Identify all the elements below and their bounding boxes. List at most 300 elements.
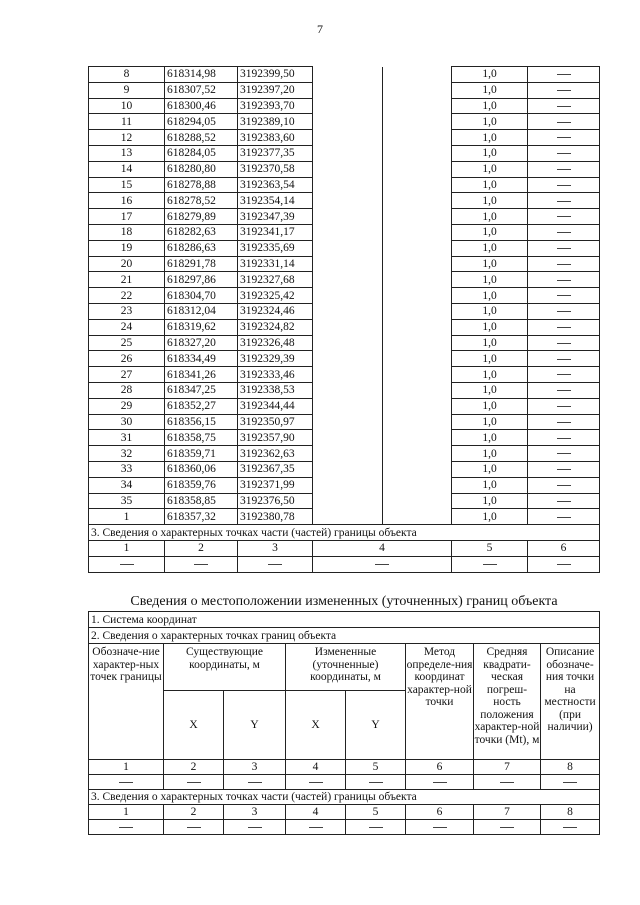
blank-cell <box>383 145 452 161</box>
header-description: Описание обозначе-ния точки на местности (при наличии) <box>541 644 600 760</box>
x-coordinate: 618334,49 <box>165 351 238 367</box>
description-cell <box>528 493 600 509</box>
dash <box>563 782 577 783</box>
blank-cell <box>313 288 383 304</box>
header-method: Метод определе-ния координат характер-ной точки <box>406 644 474 760</box>
description-cell <box>528 177 600 193</box>
col-number: 3 <box>224 805 286 820</box>
x-coordinate: 618279,89 <box>165 209 238 225</box>
col-number: 4 <box>286 760 346 775</box>
table-row <box>89 367 600 383</box>
col-number: 6 <box>406 760 474 775</box>
dash <box>557 216 571 217</box>
x-coordinate: 618286,63 <box>165 240 238 256</box>
accuracy-value: 1,0 <box>452 509 528 525</box>
dash <box>557 137 571 138</box>
col-number: 3 <box>224 760 286 775</box>
dash <box>433 782 447 783</box>
x-coordinate: 618347,25 <box>165 382 238 398</box>
col-number: 6 <box>528 540 600 556</box>
coordinates-table <box>88 66 600 573</box>
blank-cell <box>383 130 452 146</box>
accuracy-value: 1,0 <box>452 145 528 161</box>
dash <box>557 248 571 249</box>
section3-row <box>89 525 600 541</box>
x-coordinate: 618297,86 <box>165 272 238 288</box>
header-x: X <box>164 691 224 760</box>
changed-boundaries-table <box>88 611 600 835</box>
dash <box>557 327 571 328</box>
description-cell <box>528 335 600 351</box>
accuracy-value: 1,0 <box>452 493 528 509</box>
point-number: 21 <box>89 272 165 288</box>
y-coordinate: 3192399,50 <box>238 67 313 83</box>
y-coordinate: 3192371,99 <box>238 477 313 493</box>
col-number: 3 <box>238 540 313 556</box>
x-coordinate: 618319,62 <box>165 319 238 335</box>
dash <box>557 74 571 75</box>
table-row <box>89 446 600 462</box>
description-cell <box>528 398 600 414</box>
dash <box>557 169 571 170</box>
col-number: 2 <box>164 805 224 820</box>
point-number: 12 <box>89 130 165 146</box>
col-number: 8 <box>541 760 600 775</box>
y-coordinate: 3192383,60 <box>238 130 313 146</box>
header-x: X <box>286 691 346 760</box>
page-number: 7 <box>317 22 323 36</box>
table-row <box>89 319 600 335</box>
accuracy-value: 1,0 <box>452 430 528 446</box>
dash <box>187 782 201 783</box>
empty-row <box>89 775 600 790</box>
blank-cell <box>383 67 452 83</box>
blank-cell <box>383 430 452 446</box>
blank-cell <box>313 430 383 446</box>
accuracy-value: 1,0 <box>452 351 528 367</box>
section3-label: 3. Сведения о характерных точках части (частей) границы объекта <box>89 790 600 805</box>
blank-cell <box>313 446 383 462</box>
blank-cell <box>383 367 452 383</box>
description-cell <box>528 224 600 240</box>
blank-cell <box>383 414 452 430</box>
description-cell <box>528 130 600 146</box>
dash <box>557 106 571 107</box>
dash <box>557 359 571 360</box>
blank-cell <box>313 98 383 114</box>
blank-cell <box>383 398 452 414</box>
y-coordinate: 3192393,70 <box>238 98 313 114</box>
point-number: 8 <box>89 67 165 83</box>
dash <box>557 153 571 154</box>
col-number: 1 <box>89 760 164 775</box>
point-number: 22 <box>89 288 165 304</box>
point-number: 25 <box>89 335 165 351</box>
table-row <box>89 493 600 509</box>
description-cell <box>528 82 600 98</box>
section3-empty-row <box>89 556 600 572</box>
table-row <box>89 82 600 98</box>
table-row <box>89 145 600 161</box>
dash <box>557 122 571 123</box>
blank-cell <box>383 493 452 509</box>
col-number: 4 <box>286 805 346 820</box>
dash <box>119 827 133 828</box>
dash <box>119 782 133 783</box>
dash <box>557 311 571 312</box>
y-coordinate: 3192338,53 <box>238 382 313 398</box>
dash <box>557 90 571 91</box>
blank-cell <box>383 335 452 351</box>
y-coordinate: 3192347,39 <box>238 209 313 225</box>
y-coordinate: 3192357,90 <box>238 430 313 446</box>
y-coordinate: 3192326,48 <box>238 335 313 351</box>
x-coordinate: 618304,70 <box>165 288 238 304</box>
x-coordinate: 618358,75 <box>165 430 238 446</box>
table-row <box>89 177 600 193</box>
x-coordinate: 618359,71 <box>165 446 238 462</box>
description-cell <box>528 145 600 161</box>
accuracy-value: 1,0 <box>452 335 528 351</box>
y-coordinate: 3192327,68 <box>238 272 313 288</box>
description-cell <box>528 382 600 398</box>
point-number: 16 <box>89 193 165 209</box>
blank-cell <box>383 209 452 225</box>
blank-cell <box>313 240 383 256</box>
dash <box>483 564 497 565</box>
description-cell <box>528 446 600 462</box>
col-number: 4 <box>313 540 452 556</box>
description-cell <box>528 114 600 130</box>
accuracy-value: 1,0 <box>452 461 528 477</box>
y-coordinate: 3192362,63 <box>238 446 313 462</box>
y-coordinate: 3192389,10 <box>238 114 313 130</box>
description-cell <box>528 240 600 256</box>
dash <box>433 827 447 828</box>
accuracy-value: 1,0 <box>452 240 528 256</box>
x-coordinate: 618282,63 <box>165 224 238 240</box>
table-row <box>89 161 600 177</box>
x-coordinate: 618341,26 <box>165 367 238 383</box>
x-coordinate: 618278,88 <box>165 177 238 193</box>
blank-cell <box>383 509 452 525</box>
accuracy-value: 1,0 <box>452 224 528 240</box>
header-accuracy: Средняя квадрати-ческая погреш-ность положения характер-ной точки (Mt), м <box>474 644 541 760</box>
description-cell <box>528 67 600 83</box>
blank-cell <box>383 161 452 177</box>
y-coordinate: 3192324,82 <box>238 319 313 335</box>
description-cell <box>528 414 600 430</box>
y-coordinate: 3192341,17 <box>238 224 313 240</box>
point-number: 17 <box>89 209 165 225</box>
blank-cell <box>313 477 383 493</box>
blank-cell <box>313 145 383 161</box>
description-cell <box>528 477 600 493</box>
dash <box>500 827 514 828</box>
dash <box>375 564 389 565</box>
accuracy-value: 1,0 <box>452 177 528 193</box>
y-coordinate: 3192325,42 <box>238 288 313 304</box>
blank-cell <box>383 288 452 304</box>
y-coordinate: 3192367,35 <box>238 461 313 477</box>
accuracy-value: 1,0 <box>452 114 528 130</box>
accuracy-value: 1,0 <box>452 477 528 493</box>
col-number: 1 <box>89 805 164 820</box>
blank-cell <box>313 256 383 272</box>
y-coordinate: 3192397,20 <box>238 82 313 98</box>
blank-cell <box>383 240 452 256</box>
blank-cell <box>313 335 383 351</box>
table-row <box>89 477 600 493</box>
description-cell <box>528 430 600 446</box>
point-number: 13 <box>89 145 165 161</box>
x-coordinate: 618327,20 <box>165 335 238 351</box>
point-number: 18 <box>89 224 165 240</box>
blank-cell <box>383 477 452 493</box>
x-coordinate: 618291,78 <box>165 256 238 272</box>
blank-cell <box>383 461 452 477</box>
table-row <box>89 130 600 146</box>
x-coordinate: 618300,46 <box>165 98 238 114</box>
table-row <box>89 398 600 414</box>
dash <box>557 422 571 423</box>
dash <box>309 782 323 783</box>
dash <box>557 264 571 265</box>
y-coordinate: 3192344,44 <box>238 398 313 414</box>
accuracy-value: 1,0 <box>452 319 528 335</box>
dash <box>500 782 514 783</box>
blank-cell <box>313 493 383 509</box>
header-changed: Измененные (уточненные) координаты, м <box>286 644 406 691</box>
dash <box>557 564 571 565</box>
blank-cell <box>313 224 383 240</box>
x-coordinate: 618280,80 <box>165 161 238 177</box>
accuracy-value: 1,0 <box>452 367 528 383</box>
table-row <box>89 414 600 430</box>
col-number: 2 <box>164 760 224 775</box>
dash <box>557 232 571 233</box>
accuracy-value: 1,0 <box>452 272 528 288</box>
header-y: Y <box>346 691 406 760</box>
dash <box>557 406 571 407</box>
x-coordinate: 618360,06 <box>165 461 238 477</box>
blank-cell <box>383 224 452 240</box>
col-number: 5 <box>346 760 406 775</box>
point-number: 26 <box>89 351 165 367</box>
y-coordinate: 3192376,50 <box>238 493 313 509</box>
blank-cell <box>313 177 383 193</box>
boundary-points-label: 2. Сведения о характерных точках границ объекта <box>89 628 600 644</box>
description-cell <box>528 461 600 477</box>
accuracy-value: 1,0 <box>452 382 528 398</box>
header-row <box>89 644 600 691</box>
table-row <box>89 430 600 446</box>
section3-col-numbers <box>89 805 600 820</box>
point-number: 30 <box>89 414 165 430</box>
description-cell <box>528 193 600 209</box>
accuracy-value: 1,0 <box>452 130 528 146</box>
table-row <box>89 209 600 225</box>
point-number: 11 <box>89 114 165 130</box>
x-coordinate: 618294,05 <box>165 114 238 130</box>
x-coordinate: 618284,05 <box>165 145 238 161</box>
header-designation: Обозначе-ние характер-ных точек границы <box>89 644 164 760</box>
point-number: 20 <box>89 256 165 272</box>
point-number: 10 <box>89 98 165 114</box>
accuracy-value: 1,0 <box>452 98 528 114</box>
coordinate-system-row <box>89 612 600 628</box>
accuracy-value: 1,0 <box>452 398 528 414</box>
blank-cell <box>383 351 452 367</box>
description-cell <box>528 367 600 383</box>
accuracy-value: 1,0 <box>452 446 528 462</box>
dash <box>557 501 571 502</box>
header-existing: Существующие координаты, м <box>164 644 286 691</box>
x-coordinate: 618356,15 <box>165 414 238 430</box>
section3-empty-row <box>89 820 600 835</box>
y-coordinate: 3192333,46 <box>238 367 313 383</box>
x-coordinate: 618314,98 <box>165 67 238 83</box>
blank-cell <box>313 382 383 398</box>
table-row <box>89 256 600 272</box>
accuracy-value: 1,0 <box>452 414 528 430</box>
point-number: 29 <box>89 398 165 414</box>
dash <box>557 201 571 202</box>
col-number: 6 <box>406 805 474 820</box>
dash <box>557 453 571 454</box>
blank-cell <box>383 382 452 398</box>
dash <box>557 185 571 186</box>
point-number: 1 <box>89 509 165 525</box>
blank-cell <box>383 303 452 319</box>
dash <box>557 295 571 296</box>
blank-cell <box>313 367 383 383</box>
section3-col-numbers <box>89 540 600 556</box>
section3-row <box>89 790 600 805</box>
dash <box>268 564 282 565</box>
blank-cell <box>383 114 452 130</box>
table-row <box>89 114 600 130</box>
dash <box>557 517 571 518</box>
blank-cell <box>383 193 452 209</box>
accuracy-value: 1,0 <box>452 209 528 225</box>
section3-label: 3. Сведения о характерных точках части (частей) границы объекта <box>89 525 600 541</box>
point-number: 28 <box>89 382 165 398</box>
coordinate-system-label: 1. Система координат <box>89 612 600 628</box>
table-row <box>89 351 600 367</box>
description-cell <box>528 256 600 272</box>
x-coordinate: 618312,04 <box>165 303 238 319</box>
point-number: 19 <box>89 240 165 256</box>
accuracy-value: 1,0 <box>452 82 528 98</box>
dash <box>120 564 134 565</box>
col-number: 7 <box>474 760 541 775</box>
description-cell <box>528 351 600 367</box>
y-coordinate: 3192363,54 <box>238 177 313 193</box>
dash <box>248 827 262 828</box>
point-number: 31 <box>89 430 165 446</box>
point-number: 14 <box>89 161 165 177</box>
accuracy-value: 1,0 <box>452 256 528 272</box>
point-number: 33 <box>89 461 165 477</box>
blank-cell <box>313 351 383 367</box>
x-coordinate: 618307,52 <box>165 82 238 98</box>
boundary-points-row <box>89 628 600 644</box>
dash <box>248 782 262 783</box>
blank-cell <box>313 509 383 525</box>
x-coordinate: 618358,85 <box>165 493 238 509</box>
dash <box>557 343 571 344</box>
dash <box>563 827 577 828</box>
y-coordinate: 3192380,78 <box>238 509 313 525</box>
point-number: 9 <box>89 82 165 98</box>
table-row <box>89 335 600 351</box>
point-number: 35 <box>89 493 165 509</box>
blank-cell <box>313 319 383 335</box>
dash <box>369 827 383 828</box>
dash <box>557 485 571 486</box>
accuracy-value: 1,0 <box>452 67 528 83</box>
accuracy-value: 1,0 <box>452 193 528 209</box>
y-coordinate: 3192331,14 <box>238 256 313 272</box>
table-row <box>89 272 600 288</box>
blank-cell <box>313 398 383 414</box>
accuracy-value: 1,0 <box>452 303 528 319</box>
col-number: 8 <box>541 805 600 820</box>
section-title: Сведения о местоположении измененных (уточненных) границ объекта <box>130 594 558 609</box>
blank-cell <box>313 209 383 225</box>
dash <box>369 782 383 783</box>
blank-cell <box>383 446 452 462</box>
table-row <box>89 67 600 83</box>
col-number: 7 <box>474 805 541 820</box>
table-row <box>89 382 600 398</box>
description-cell <box>528 319 600 335</box>
point-number: 34 <box>89 477 165 493</box>
col-number: 1 <box>89 540 165 556</box>
dash <box>557 280 571 281</box>
col-numbers-row <box>89 760 600 775</box>
blank-cell <box>313 193 383 209</box>
point-number: 24 <box>89 319 165 335</box>
blank-cell <box>383 319 452 335</box>
y-coordinate: 3192354,14 <box>238 193 313 209</box>
dash <box>557 438 571 439</box>
dash <box>309 827 323 828</box>
x-coordinate: 618359,76 <box>165 477 238 493</box>
dash <box>557 374 571 375</box>
y-coordinate: 3192329,39 <box>238 351 313 367</box>
table-row <box>89 303 600 319</box>
table-row <box>89 240 600 256</box>
col-number: 5 <box>346 805 406 820</box>
table-row <box>89 224 600 240</box>
x-coordinate: 618357,32 <box>165 509 238 525</box>
point-number: 23 <box>89 303 165 319</box>
blank-cell <box>313 272 383 288</box>
blank-cell <box>383 256 452 272</box>
y-coordinate: 3192370,58 <box>238 161 313 177</box>
y-coordinate: 3192377,35 <box>238 145 313 161</box>
blank-cell <box>313 461 383 477</box>
table-row <box>89 98 600 114</box>
description-cell <box>528 272 600 288</box>
blank-cell <box>313 114 383 130</box>
description-cell <box>528 98 600 114</box>
accuracy-value: 1,0 <box>452 288 528 304</box>
table-row <box>89 288 600 304</box>
description-cell <box>528 288 600 304</box>
